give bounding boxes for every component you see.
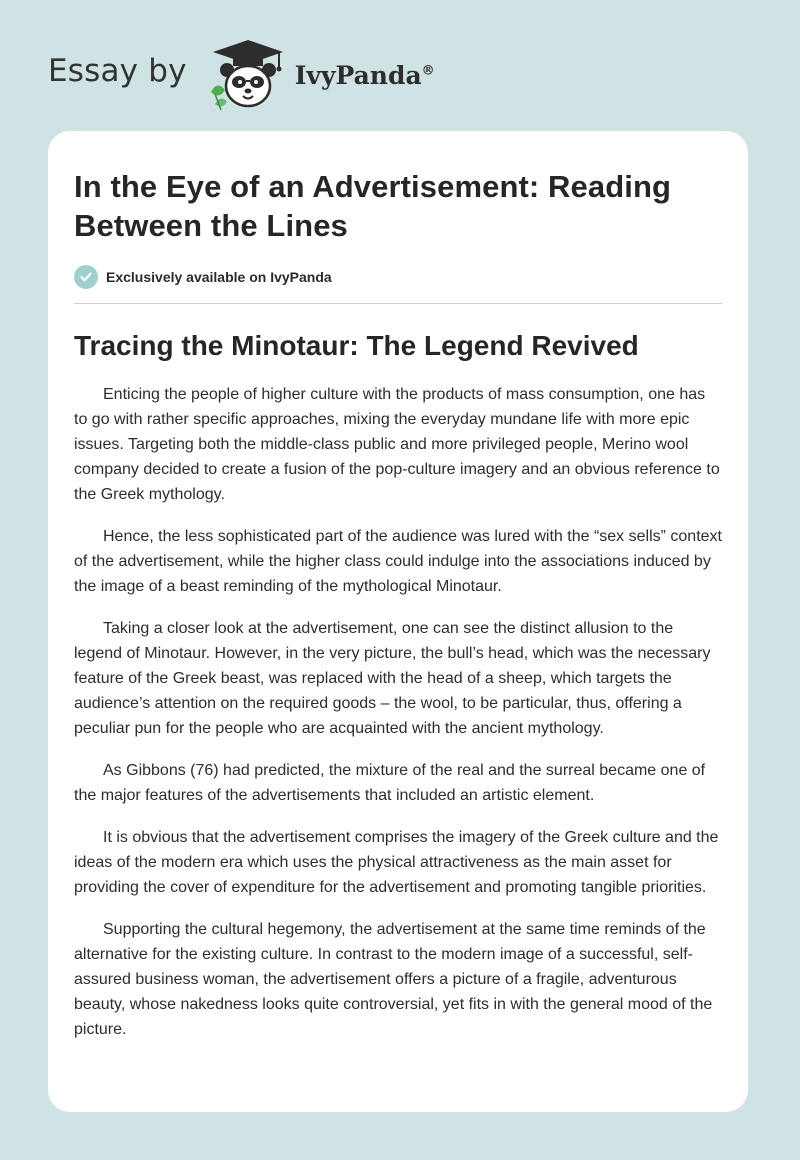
brand-name: IvyPanda® [294, 60, 435, 90]
essay-body [74, 382, 722, 1042]
site-header [48, 34, 435, 114]
check-circle-icon [74, 265, 98, 289]
paragraph: Enticing the people of higher culture with the products of mass consumption, one has to go with rather specific approaches, mixing the everyday mundane life with more epic issues. Targeting both the middle-class public and more privileged people, Merino wool company decided to create a fusion of the pop-culture imagery and an obvious reference to the Greek mythology. [74, 386, 720, 503]
paragraph: As Gibbons (76) had predicted, the mixture of the real and the surreal became one of the major features of the advertisements that included an artistic element. [74, 762, 706, 804]
paragraph: Taking a closer look at the advertisement, one can see the distinct allusion to the legend of Minotaur. However, in the very picture, the bull’s head, which was the necessary feature of the Greek beast, was replaced with the head of a sheep, which targets the audience’s attention on the required goods – the wool, to be particular, thus, offering a peculiar pun for the people who are acquainted with the ancient mythology. [74, 620, 711, 737]
essay-by-label: Essay by [48, 53, 187, 89]
exclusive-label: Exclusively available on IvyPanda [106, 269, 332, 285]
paragraph: Hence, the less sophisticated part of the audience was lured with the “sex sells” context of the advertisement, while the higher class could indulge into the associations induced by the image of a beast reminding of the mythological Minotaur. [74, 528, 722, 595]
paragraph: It is obvious that the advertisement comprises the imagery of the Greek culture and the ideas of the modern era which uses the physical attractiveness as the main asset for providing the cover of expenditure for the advertisement and promoting tangible priorities. [74, 829, 719, 896]
essay-title: In the Eye of an Advertisement: Reading Between the Lines [74, 169, 672, 243]
exclusive-badge [74, 265, 722, 289]
essay-card [48, 131, 748, 1112]
panda-graduate-icon [203, 34, 293, 114]
divider [74, 303, 722, 304]
paragraph: Supporting the cultural hegemony, the advertisement at the same time reminds of the alternative for the existing culture. In contrast to the modern image of a successful, self-assured business woman, the advertisement offers a picture of a fragile, adventurous beauty, whose nakedness looks quite controversial, yet fits in with the general mood of the picture. [74, 921, 713, 1038]
section-heading: Tracing the Minotaur: The Legend Revived [74, 330, 639, 361]
